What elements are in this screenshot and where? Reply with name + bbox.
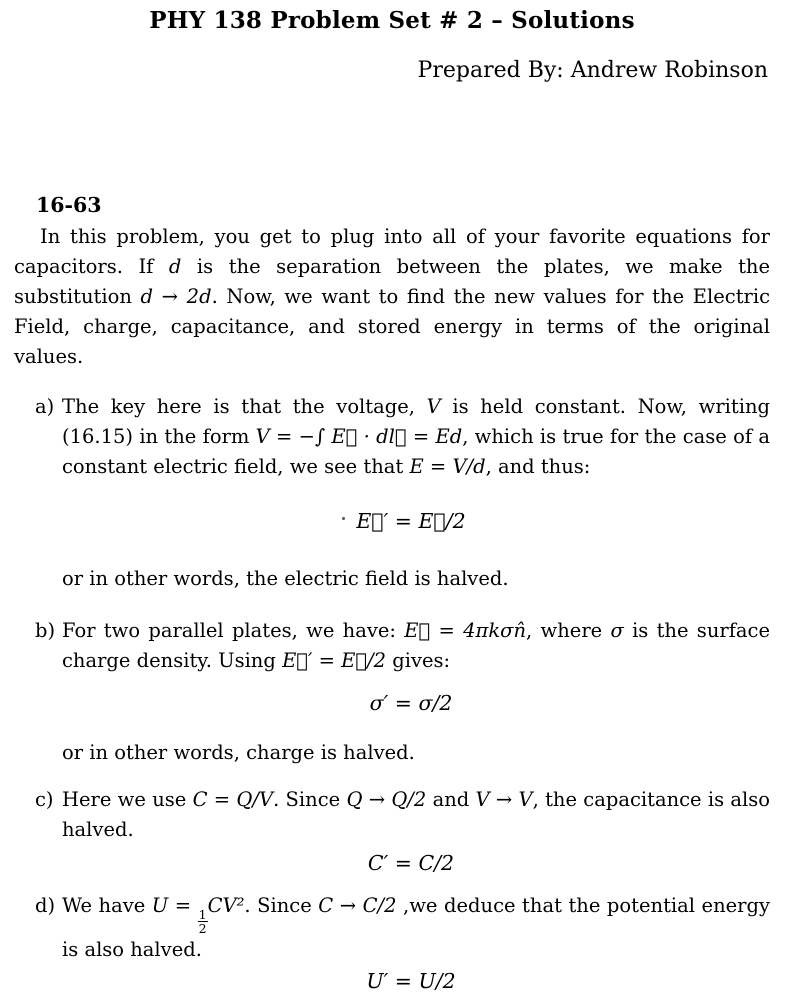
math-run: C′ = C/2 [367,851,455,875]
text-run: For two parallel plates, we have: [62,619,405,642]
text-run: and [426,788,476,811]
part-a-body [62,392,770,482]
text-run: is the surface charge density. Using [62,619,771,672]
math-run: U′ = U/2 [366,969,456,994]
math-run: d [168,255,182,278]
text-run: We have [62,894,152,917]
math-run: C = Q/V [192,788,274,811]
text-run: In this problem, you get to plug into all of your favorite equations for capacitors. If [14,225,770,278]
equation-capacitance [14,848,770,878]
text-run: . Since [244,894,319,917]
text-run: The key here is that the voltage, [62,395,427,418]
math-run: E⃗′ = E⃗/2 [282,649,387,672]
fraction [198,908,208,935]
equation-potential-energy [14,966,770,996]
part-d-body [62,891,770,965]
math-run: CV² [207,894,245,917]
part-b-note: or in other words, charge is halved. [62,741,415,764]
math-run: V [426,395,441,418]
math-run: E⃗ = 4πkσn̂ [404,619,527,642]
text-run: , and thus: [485,455,591,478]
solution-part-d [35,891,770,965]
fraction-denominator: 2 [198,921,207,937]
text-run: Here we use [62,788,193,811]
solution-part-b [35,616,770,676]
part-a-note: or in other words, the electric field is halved. [62,567,509,590]
math-run: σ′ = σ/2 [369,691,453,715]
part-c-body [62,785,770,845]
text-run: ,we deduce that the potential energy is also halved. [62,894,770,962]
text-run: , which is true for the case of a constant electric field, we see that [62,425,770,478]
math-run: Q → Q/2 [346,788,427,811]
text-run: is the separation between the plates, we make the substitution [14,255,770,308]
text-run: , the capacitance is also halved. [62,788,771,841]
solution-part-a [35,392,770,482]
stray-scan-dot [342,517,345,520]
text-run: gives: [386,649,451,672]
text-run: , where [526,619,611,642]
part-a-label: a) [35,395,55,418]
text-run: . Since [273,788,347,811]
math-run: σ [610,619,624,642]
prepared-by-line: Prepared By: Andrew Robinson [417,58,768,83]
text-run: is held constant. Now, writing (16.15) in the form [62,395,770,448]
text-run: . Now, we want to find the new values for the Electric Field, charge, capacitance, and stored energy in terms of the original values. [14,285,771,368]
part-b-body [62,616,770,676]
fraction-numerator: 1 [198,907,207,922]
part-d-label: d) [35,894,56,917]
math-run: U = [151,894,198,917]
math-run: V = −∫ E⃗ · dl⃗ = Ed [255,425,463,448]
document-title: PHY 138 Problem Set # 2 – Solutions [149,7,635,34]
math-run: E⃗′ = E⃗/2 [356,509,466,533]
part-b-label: b) [35,619,56,642]
part-c-label: c) [35,788,54,811]
problem-intro-paragraph [14,222,770,372]
math-run: V → V [475,788,533,811]
math-run: d → 2d [140,285,212,308]
math-run: E = V/d [409,455,486,478]
math-run: C → C/2 [318,894,397,917]
equation-charge-density [14,688,770,718]
problem-number-heading: 16-63 [36,193,102,217]
equation-electric-field [14,506,770,536]
solution-part-c [35,785,770,845]
